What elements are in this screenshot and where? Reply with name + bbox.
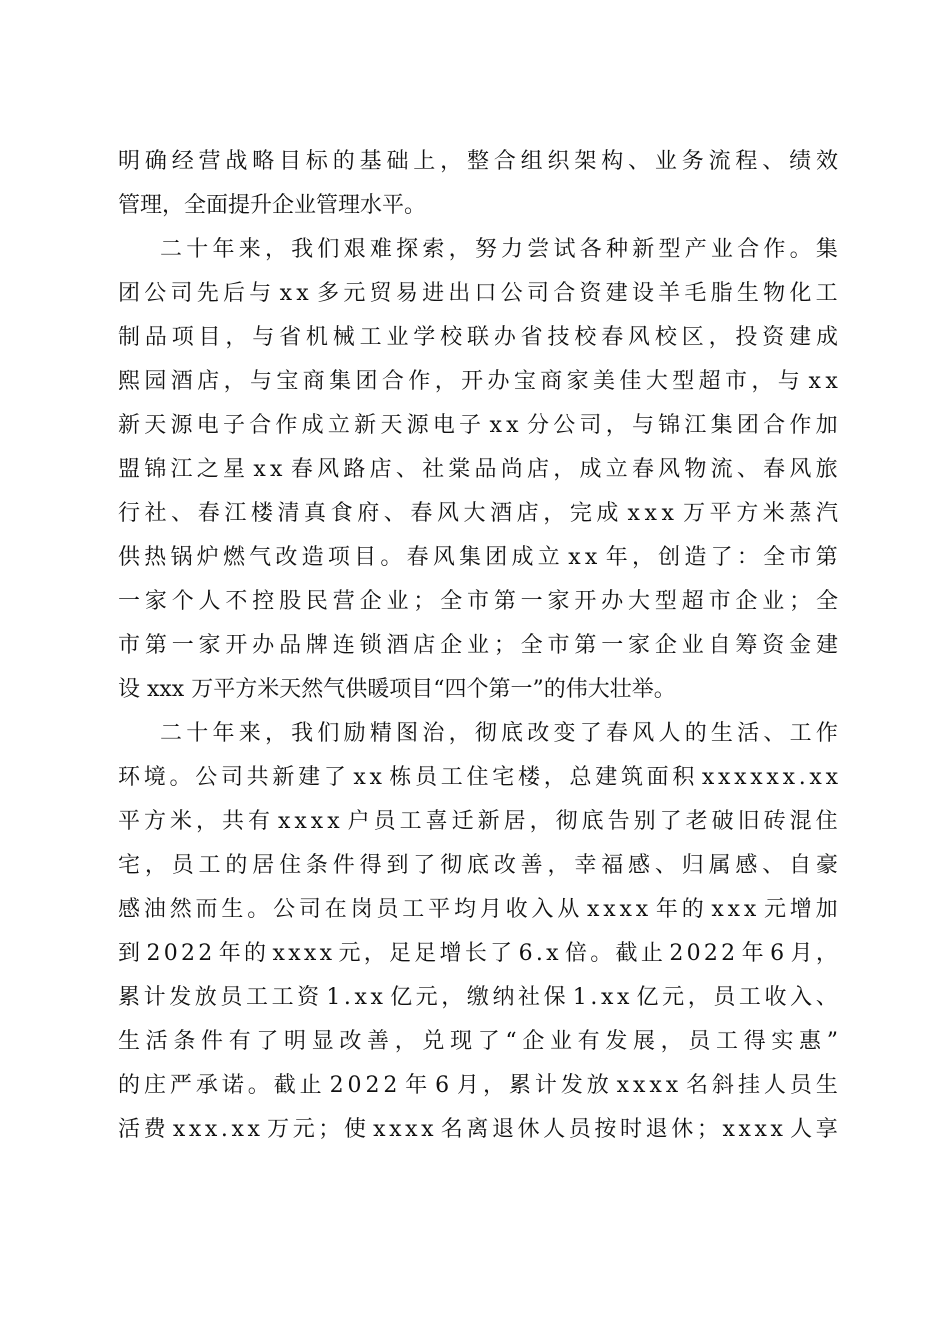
text-line: 熙 园 酒 店 ， 与 宝 商 集 团 合 作 ， 开 办 宝 商 家 美 佳 大 型 超 市 ， 与 x x: [118, 369, 838, 394]
text-line: 一 家 个 人 不 控 股 民 营 企 业 ； 全 市 第 一 家 开 办 大 型 超 市 企 业 ； 全: [118, 589, 838, 614]
text-line: 设 xxx 万平方米天然气供暖项目“四个第一”的伟大壮举。: [118, 677, 676, 702]
body-text: [118, 140, 838, 1152]
text-line: 活 费 x x x . x x 万 元 ； 使 x x x x 名 离 退 休 人 员 按 时 退 休 ； x x x x 人 享: [118, 1117, 838, 1142]
text-line: 管理，全面提升企业管理水平。: [118, 193, 427, 218]
text-line: 团 公 司 先 后 与 x x 多 元 贸 易 进 出 口 公 司 合 资 建 设 羊 毛 脂 生 物 化 工: [118, 281, 838, 306]
text-line: 平 方 米 ， 共 有 x x x x 户 员 工 喜 迁 新 居 ， 彻 底 告 别 了 老 破 旧 砖 混 住: [118, 809, 838, 834]
text-line: 市 第 一 家 开 办 品 牌 连 锁 酒 店 企 业 ； 全 市 第 一 家 企 业 自 筹 资 金 建: [118, 633, 838, 658]
text-line: 累 计 发 放 员 工 工 资 1 . x x 亿 元 ， 缴 纳 社 保 1 . x x 亿 元 ， 员 工 收 入 、: [118, 985, 838, 1010]
text-line: 新 天 源 电 子 合 作 成 立 新 天 源 电 子 x x 分 公 司 ， 与 锦 江 集 团 合 作 加: [118, 413, 838, 438]
text-line: 供 热 锅 炉 燃 气 改 造 项 目 。 春 风 集 团 成 立 x x 年 ， 创 造 了 ： 全 市 第: [118, 545, 838, 570]
text-line: 的 庄 严 承 诺 。 截 止 2 0 2 2 年 6 月 ， 累 计 发 放 x x x x 名 斜 挂 人 员 生: [118, 1073, 838, 1098]
text-line: 到 2 0 2 2 年 的 x x x x 元 ， 足 足 增 长 了 6 . x 倍 。 截 止 2 0 2 2 年 6 月 ，: [118, 941, 838, 966]
text-line: 环 境 。 公 司 共 新 建 了 x x 栋 员 工 住 宅 楼 ， 总 建 筑 面 积 x x x x x x . x x: [118, 765, 838, 790]
text-line: 感 油 然 而 生 。 公 司 在 岗 员 工 平 均 月 收 入 从 x x x x 年 的 x x x 元 增 加: [118, 897, 838, 922]
paragraph-first-line: 二 十 年 来 ， 我 们 励 精 图 治 ， 彻 底 改 变 了 春 风 人 的 生 活 、 工 作: [160, 721, 838, 746]
text-line: 盟 锦 江 之 星 x x 春 风 路 店 、 社 棠 品 尚 店 ， 成 立 春 风 物 流 、 春 风 旅: [118, 457, 838, 482]
text-line: 宅 ， 员 工 的 居 住 条 件 得 到 了 彻 底 改 善 ， 幸 福 感 、 归 属 感 、 自 豪: [118, 853, 838, 878]
text-line: 制 品 项 目 ， 与 省 机 械 工 业 学 校 联 办 省 技 校 春 风 校 区 ， 投 资 建 成: [118, 325, 838, 350]
text-line: 行 社 、 春 江 楼 清 真 食 府 、 春 风 大 酒 店 ， 完 成 x x x 万 平 方 米 蒸 汽: [118, 501, 838, 526]
text-line: 明 确 经 营 战 略 目 标 的 基 础 上 ， 整 合 组 织 架 构 、 业 务 流 程 、 绩 效: [118, 149, 838, 174]
paragraph-first-line: 二 十 年 来 ， 我 们 艰 难 探 索 ， 努 力 尝 试 各 种 新 型 产 业 合 作 。 集: [160, 237, 838, 262]
text-line: 生 活 条 件 有 了 明 显 改 善 ， 兑 现 了 “ 企 业 有 发 展 ， 员 工 得 实 惠 ”: [118, 1029, 838, 1054]
